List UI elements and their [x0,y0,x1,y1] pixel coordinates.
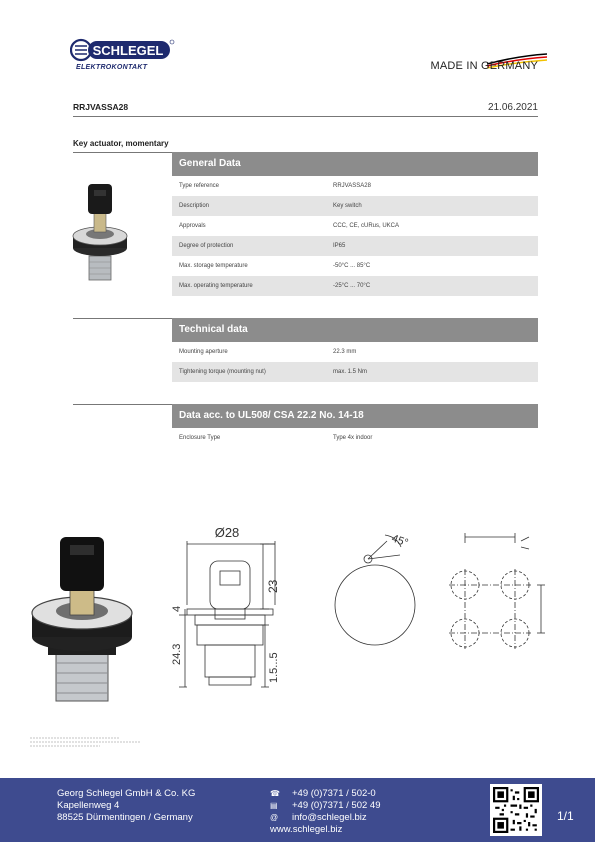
table-row [172,236,538,256]
city: 88525 Dürmentingen / Germany [57,812,193,823]
page-number: 1/1 [557,809,574,823]
made-in-germany: MADE IN GERMANY [430,60,538,72]
contact-block [270,788,380,836]
fax-icon: ▤ [270,801,278,810]
ul-data-heading: Data acc. to UL508/ CSA 22.2 No. 14-18 [172,404,538,428]
row-value: Type 4x indoor [333,435,373,441]
email-link[interactable]: info@schlegel.biz [292,812,367,823]
product-title: Key actuator, momentary [73,139,169,148]
table-row [172,276,538,296]
header-divider [73,116,538,117]
table-row [172,256,538,276]
row-value: RRJVASSA28 [333,183,371,189]
row-value: max. 1.5 Nm [333,369,368,375]
table-row [172,176,538,196]
at-icon: @ [270,813,279,822]
row-value: 22.3 mm [333,349,357,355]
document-id: RRJVASSA28 [73,102,129,112]
phone-icon: ☎ [270,789,280,798]
ul-data-section [172,404,538,448]
technical-data-heading: Technical data [172,318,538,342]
row-label: Approvals [179,223,206,229]
table-row [172,196,538,216]
brand-name: SCHLEGEL [92,43,164,58]
general-data-heading: General Data [172,152,538,176]
technical-data-section [172,318,538,382]
row-label: Degree of protection [179,243,234,249]
panel-thickness-label: 1.5...5 [268,652,280,683]
brand-subtitle: ELEKTROKONTAKT [76,64,148,71]
section-divider [73,318,173,319]
flange-label: 4 [171,605,183,612]
table-row [172,428,538,448]
diameter-label: Ø28 [214,525,240,540]
phone-number[interactable]: +49 (0)7371 / 502-0 [292,788,376,799]
product-photo [30,533,135,708]
row-label: Max. operating temperature [179,283,253,289]
row-value: -25°C ... 70°C [333,283,371,289]
qr-code-graphic [493,787,539,833]
section-divider [73,404,173,405]
table-row [172,362,538,382]
company-name: Georg Schlegel GmbH & Co. KG [57,788,196,799]
row-label: Type reference [179,183,220,189]
product-thumbnail [70,176,130,286]
row-value: CCC, CE, cURus, UKCA [333,223,400,229]
footer [0,778,595,842]
section-divider [73,152,173,153]
table-row [172,342,538,362]
row-label: Enclosure Type [179,435,221,441]
row-value: IP65 [333,243,346,249]
row-label: Description [179,203,210,209]
company-address [57,788,195,824]
technical-drawing [165,515,565,715]
row-label: Mounting aperture [179,349,228,355]
general-data-section [172,152,538,296]
document-date: 21.06.2021 [487,102,538,113]
table-row [172,216,538,236]
row-label: Max. storage temperature [179,263,248,269]
depth-label: 24.3 [171,643,183,665]
qr-code [490,784,542,836]
row-label: Tightening torque (mounting nut) [179,369,266,375]
website-link[interactable]: www.schlegel.biz [270,824,343,835]
row-value: Key switch [333,203,362,209]
height-label: 23 [266,579,280,593]
row-value: -50°C ... 85°C [333,263,371,269]
street: Kapellenweg 4 [57,800,120,811]
angle-label: 45° [389,532,410,550]
fax-number: +49 (0)7371 / 502 49 [292,800,381,811]
fine-print-notes [30,735,145,749]
